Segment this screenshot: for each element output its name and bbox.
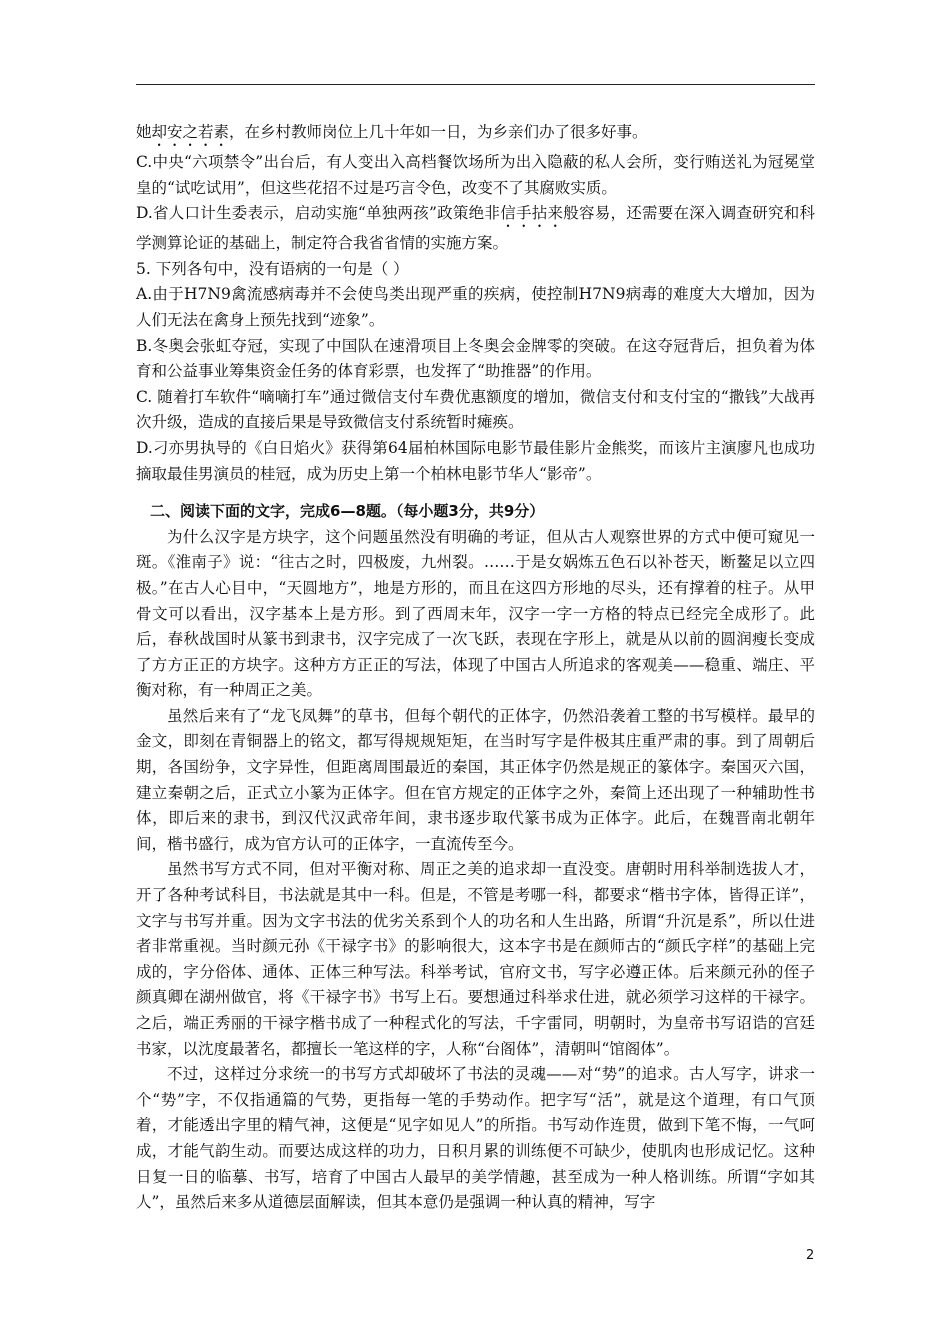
passage-paragraph-3: 虽然书写方式不同，但对平衡对称、周正之美的追求却一直没变。唐朝时用科举制选拔人才，开了各种考试科目，书法就是其中一科。但是，不管是考哪一科，都要求“楷书字体，皆得正详”，文字与书写并重。因为文字书法的优劣关系到个人的功名和人生出路，所谓“升沉是系”，所以仕进者非常重视。当时颜元孙《干禄字书》的影响很大，这本字书是在颜师古的“颜氏字样”的基础上完成的，字分俗体、通体、正体三种写法。科举考试，官府文书，写字必遵正体。后来颜元孙的侄子颜真卿在湖州做官，将《干禄字书》书写上石。要想通过科举求仕进，就必须学习这样的干禄字。之后，端正秀丽的干禄字楷书成了一种程式化的写法，千字雷同，明朝时，为皇帝书写诏诰的宫廷书家，以沈度最著名，都擅长一笔这样的字，人称“台阁体”，清朝叫“馆阁体”。 bbox=[136, 860, 815, 1058]
text-run: ，在乡村教师岗位上几十年如一日，为乡亲们办了很多好事。 bbox=[229, 123, 648, 141]
option-b-continuation bbox=[136, 120, 815, 150]
dotted-phrase: 信手拈来 bbox=[500, 204, 564, 223]
passage-paragraph-1: 为什么汉字是方块字，这个问题虽然没有明确的考证，但从古人观察世界的方式中便可窥见一斑。《淮南子》说：“往古之时，四极废，九州裂。……于是女娲炼五色石以补苍天，断鳌足以立四极。”在古人心目中，“天圆地方”，地是方形的，而且在这四方形地的尽头，还有撑着的柱子。从甲骨文可以看出，汉字基本上是方形。到了西周末年，汉字一字一方格的特点已经完全成形了。此后，春秋战国时从篆书到隶书，汉字完成了一次飞跃，表现在字形上，就是从以前的圆润瘦长变成了方方正正的方块字。这种方方正正的写法，体现了中国古人所追求的客观美——稳重、端庄、平衡对称，有一种周正之美。 bbox=[136, 527, 815, 700]
question-5-option-c: C. 随着打车软件“嘀嘀打车”通过微信支付车费优惠额度的增加，微信支付和支付宝的“撒钱”大战再次升级，造成的直接后果是导致微信支付系统暂时瘫痪。 bbox=[136, 387, 815, 432]
dotted-phrase: 却安之若素 bbox=[151, 123, 230, 141]
passage-paragraph-2: 虽然后来有了“龙飞凤舞”的草书，但每个朝代的正体字，仍然沿袭着工整的书写模样。最早的金文，即刻在青铜器上的铭文，都写得规规矩矩，在当时写字是件极其庄重严肃的事。到了周朝后期，各国纷争，文字异性，但距离周围最近的秦国，其正体字仍然是规正的篆体字。秦国灭六国，建立秦朝之后，正式立小篆为正体字。但在官方规定的正体字之外，秦简上还出现了一种辅助性书体，即后来的隶书，到汉代汉武帝年间，隶书逐步取代篆书成为正体字。此后，在魏晋南北朝年间，楷书盛行，成为官方认可的正体字，一直流传至今。 bbox=[136, 706, 815, 853]
section-2-heading: 二、阅读下面的文字，完成6—8题。（每小题3分，共9分） bbox=[150, 502, 545, 521]
text-run: D.省人口计生委表示，启动实施“单独两孩”政策绝非 bbox=[136, 204, 501, 223]
question-5-option-d: D.刁亦男执导的《白日焰火》获得第64届柏林国际电影节最佳影片金熊奖，而该片主演廖凡也成功摘取最佳男演员的桂冠，成为历史上第一个柏林电影节华人“影帝”。 bbox=[136, 438, 815, 483]
page-content bbox=[136, 120, 815, 1216]
passage-paragraph-4: 不过，这样过分求统一的书写方式却破坏了书法的灵魂——对“势”的追求。古人写字，讲求一个“势”字，不仅指通篇的气势，更指每一笔的手势动作。把字写“活”，就是这个道理，有口气顶着，才能透出字里的精气神，这便是“见字如见人”的所指。书写动作连贯，做到下笔不悔，一气呵成，才能气韵生动。而要达成这样的功力，日积月累的训练便不可缺少，使肌肉也形成记忆。这种日复一日的临摹、书写，培育了中国古人最早的美学情趣，甚至成为一种人格训练。所谓“字如其人”，虽然后来多从道德层面解读，但其本意仍是强调一种认真的精神，写字 bbox=[136, 1065, 815, 1212]
text-run: 她 bbox=[136, 123, 152, 141]
option-c: C.中央“六项禁令”出台后，有人变出入高档餐饮场所为出入隐蔽的私人会所，变行贿送礼为冠冕堂皇的“试吃试用”，但这些花招不过是巧言令色，改变不了其腐败实质。 bbox=[136, 153, 815, 197]
question-5-option-a: A.由于H7N9禽流感病毒并不会使鸟类出现严重的疾病，使控制H7N9病毒的难度大大增加，因为人们无法在禽身上预先找到“迹象”。 bbox=[136, 285, 815, 329]
question-5-stem: 5. 下列各句中，没有语病的一句是（ ） bbox=[136, 259, 409, 278]
text-run: 般容易，还需要在深入调查研究和科学测算论证的基础上，制定符合我省省情的实施方案。 bbox=[136, 204, 815, 253]
header-rule bbox=[136, 84, 815, 85]
question-5-option-b: B.冬奥会张虹夺冠，实现了中国队在速滑项目上冬奥会金牌零的突破。在这夺冠背后，担负着为体育和公益事业筹集资金任务的体育彩票，也发挥了“助推器”的作用。 bbox=[136, 336, 815, 381]
option-d bbox=[136, 201, 815, 257]
page-number: 2 bbox=[806, 1248, 815, 1263]
